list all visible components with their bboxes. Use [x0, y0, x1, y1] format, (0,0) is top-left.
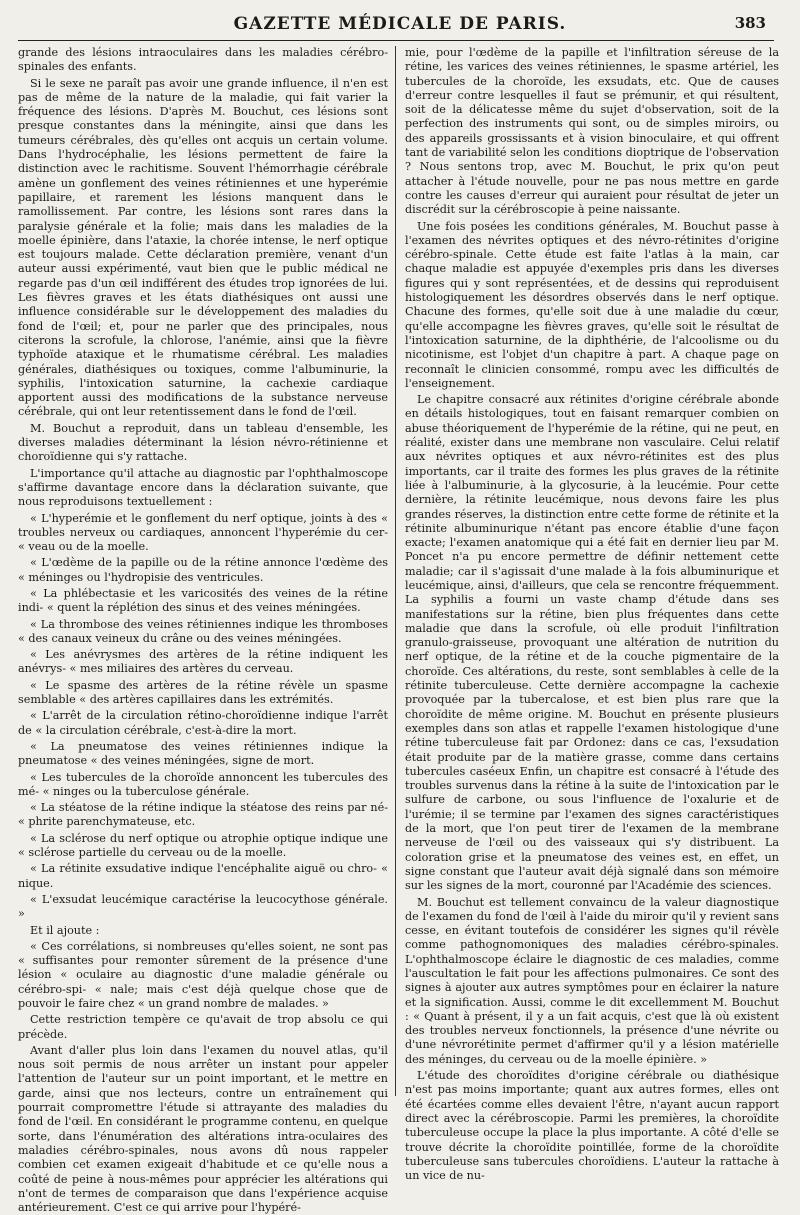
page-number: 383: [734, 14, 766, 32]
paragraph: « La stéatose de la rétine indique la stéatose des reins par né- « phrite parenchymateuse, etc.: [18, 801, 388, 829]
paragraph: L'importance qu'il attache au diagnostic par l'ophthalmoscope s'affirme davantage encore dans la déclaration suivante, que nous reproduisons textuellement :: [18, 466, 388, 509]
right-column: [405, 46, 779, 1183]
paragraph: Si le sexe ne paraît pas avoir une grande influence, il n'en est pas de même de la nature de la maladie, qui fait varier la fréquence des lésions. D'après M. Bouchut, ces lésions sont presque constantes dans la méningite, ainsi que dans les tumeurs cérébrales, dès qu'elles ont acquis un certain volume. Dans l'hydrocéphalie, les lésions permettent de faire la distinction avec le rachitisme. Souvent l'hémorrhagie cérébrale amène un gonflement des veines rétiniennes et une hyperémie papillaire, et rarement les lésions manquent dans le ramollissement. Par contre, les lésions sont rares dans la paralysie générale et la folie; mais dans les maladies de la moelle épinière, dans l'ataxie, la chorée intense, le nerf optique est toujours malade. Cette déclaration première, venant d'un auteur aussi expérimenté, vaut bien que le public médical ne regarde pas d'un œil indifférent des études trop ignorées de lui. Les fièvres graves et les états diathésiques ont aussi une influence considérable sur le développement des maladies du fond de l'œil; et, pour ne parler que des principales, nous citerons la scrofule, la chlorose, l'anémie, ainsi que la fièvre typhoïde ataxique et le rhumatisme cérébral. Les maladies générales, diathésiques ou toxiques, comme l'albuminurie, la syphilis, l'intoxication saturnine, la cachexie cardiaque apportent aussi des modifications de la substance nerveuse cérébrale, qui ont leur retentissement dans le fond de l'œil.: [18, 76, 388, 419]
paragraph: Cette restriction tempère ce qu'avait de trop absolu ce qui précède.: [18, 1013, 388, 1041]
journal-title: GAZETTE MÉDICALE DE PARIS.: [233, 14, 567, 34]
paragraph: « L'hyperémie et le gonflement du nerf optique, joints à des « troubles nerveux ou cardiaques, annoncent l'hyperémie du cer- « veau ou de la moelle.: [18, 511, 388, 554]
paragraph: « L'exsudat leucémique caractérise la leucocythose générale. »: [18, 892, 388, 921]
paragraph: Le chapitre consacré aux rétinites d'origine cérébrale abonde en détails histologiques, tout en faisant remarquer combien on abuse théoriquement de l'hyperémie de la rétine, qui ne peut, en réalité, exister dans une membrane non vasculaire. Celui relatif aux névrites optiques et aux névro-rétinites est des plus importants, car il traite des formes les plus graves de la rétinite liée à l'albuminurie, à la glycosurie, à la leucémie. Pour cette dernière, la rétinite leucémique, nous devons faire les plus grandes réserves, la distinction entre cette forme de rétinite et la rétinite albuminurique n'étant pas encore établie d'une façon exacte; l'examen anatomique qui a été fait en dernier lieu par M. Poncet n'a pu encore permettre de définir nettement cette maladie; car il s'agissait d'une malade à la fois albuminurique et leucémique, ainsi, d'ailleurs, que cela se rencontre fréquemment. La syphilis a fourni un vaste champ d'étude dans ses manifestations sur la rétine, bien plus fréquentes dans cette maladie que dans la scrofule, où elle produit l'infiltration granulo-graisseuse, provoquant une altération de nutrition du nerf optique, de la rétine et de la couche pigmentaire de la choroïde. Ces altérations, du reste, sont semblables à celle de la rétinite tuberculeuse. Cette dernière accompagne la cachexie provoquée par la tubercalose, et est bien plus rare que la choroïdite de même origine. M. Bouchut en présente plusieurs exemples dans son atlas et rappelle l'examen histologique d'une rétine tuberculeuse fait par Ordonez: dans ce cas, l'exsudation était produite par de la matière grasse, comme dans certains tubercules caséeux Enfin, un chapitre est consacré à l'étude des troubles survenus dans la rétine à la suite de l'intoxication par le sulfure de carbone, ou sous l'influence de l'oxalurie et de l'urémie; il se termine par l'examen des signes caractéristiques de la mort, que l'on peut tirer de l'examen de la membrane nerveuse de l'œil ou des vaisseaux qui s'y distribuent. La coloration grise et la pneumatose des veines est, en effet, un signe constant que l'auteur avait déjà signalé dans son mémoire sur les signes de la mort, couronné par l'Académie des sciences.: [405, 393, 779, 893]
column-divider: [395, 46, 396, 1096]
paragraph: Et il ajoute :: [30, 923, 100, 937]
header-rule: [18, 40, 774, 41]
paragraph: « L'arrêt de la circulation rétino-choroïdienne indique l'arrêt de « la circulation cérébrale, c'est-à-dire la mort.: [18, 709, 388, 737]
paragraph: « Les anévrysmes des artères de la rétine indiquent les anévrys- « mes miliaires des artères du cerveau.: [18, 648, 388, 676]
paragraph: « Ces corrélations, si nombreuses qu'elles soient, ne sont pas « suffisantes pour remonter sûrement de la présence d'une lésion « oculaire au diagnostic d'une maladie générale ou cérébro-spi- « nale; mais c'est déjà quelque chose que de pouvoir le faire chez « un grand nombre de malades. »: [18, 939, 388, 1010]
paragraph: M. Bouchut a reproduit, dans un tableau d'ensemble, les diverses maladies déterminant la lésion névro-rétinienne et choroïdienne qui s'y rattache.: [18, 421, 388, 464]
paragraph: « La thrombose des veines rétiniennes indique les thromboses « des canaux veineux du crâne ou des veines méningées.: [18, 617, 388, 645]
paragraph: M. Bouchut est tellement convaincu de la valeur diagnostique de l'examen du fond de l'œil à l'aide du miroir qu'il y revient sans cesse, en évitant toutefois de considérer les signes qu'il révèle comme pathognomoniques des maladies cérébro-spinales. L'ophthalmoscope éclaire le diagnostic de ces maladies, comme l'auscultation le fait pour les affections pulmonaires. Ce sont des signes à ajouter aux autres symptômes pour en éclairer la nature et la signification. Aussi, comme le dit excellemment M. Bouchut : « Quant à présent, il y a un fait acquis, c'est que là où existent des troubles nerveux fonctionnels, la présence d'une névrite ou d'une névrorétinite permet d'affirmer qu'il y a lésion matérielle des méninges, du cerveau ou de la moelle épinière. »: [405, 895, 779, 1066]
paragraph: mie, pour l'œdème de la papille et l'infiltration séreuse de la rétine, les varices des veines rétiniennes, le spasme artériel, les tubercules de la choroïde, les exsudats, etc. Que de causes d'erreur contre lesquelles il faut se prémunir, et qui résultent, soit de la délicatesse même du sujet d'observation, soit de la perfection des instruments qui sont, ou de simples miroirs, ou des appareils grossissants et à vision binoculaire, et qui offrent tant de variabilité selon les conditions dioptrique de l'observation ? Nous sentons trop, avec M. Bouchut, le prix qu'on peut attacher à l'étude nouvelle, pour ne pas nous mettre en garde contre les causes d'erreur qui auraient pour résultat de jeter un discrédit sur la cérébroscopie à peine naissante.: [405, 46, 779, 217]
paragraph: « L'œdème de la papille ou de la rétine annonce l'œdème des « méninges ou l'hydropisie des ventricules.: [18, 556, 388, 584]
paragraph: « La sclérose du nerf optique ou atrophie optique indique une « sclérose partielle du cerveau ou de la moelle.: [18, 831, 388, 860]
page-header: [0, 14, 800, 38]
paragraph: « Les tubercules de la choroïde annoncent les tubercules des mé- « ninges ou la tuberculose générale.: [18, 770, 388, 798]
paragraph: Avant d'aller plus loin dans l'examen du nouvel atlas, qu'il nous soit permis de nous arrêter un instant pour appeler l'attention de l'auteur sur un point important, et le mettre en garde, ainsi que nos lecteurs, contre un entraînement qui pourrait compromettre l'étude si attrayante des maladies du fond de l'œil. En considérant le programme contenu, en quelque sorte, dans l'énumération des altérations intra-oculaires des maladies cérébro-spinales, nous avons dû nous rappeler combien cet examen exigeait d'habitude et ce qu'elle nous a coûté de peine à nous-mêmes pour apprécier les altérations qui n'ont de termes de comparaison que dans l'expérience acquise antérieurement. C'est ce qui arrive pour l'hypéré-: [18, 1043, 388, 1215]
left-column: [18, 46, 388, 1215]
paragraph: grande des lésions intraoculaires dans les maladies cérébro-spinales des enfants.: [18, 46, 388, 74]
paragraph: « Le spasme des artères de la rétine révèle un spasme semblable « des artères capillaires dans les extrémités.: [18, 678, 388, 707]
paragraph: « La pneumatose des veines rétiniennes indique la pneumatose « des veines méningées, signe de mort.: [18, 739, 388, 768]
paragraph: Une fois posées les conditions générales, M. Bouchut passe à l'examen des névrites optiques et des névro-rétinites d'origine cérébro-spinale. Cette étude est faite l'atlas à la main, car chaque maladie est appuyée d'exemples pris dans les diverses figures qui y sont représentées, et de dessins qui reproduisent histologiquement les désordres observés dans le nerf optique. Chacune des formes, qu'elle soit due à une maladie du cœur, qu'elle accompagne les fièvres graves, qu'elle soit le résultat de l'intoxication saturnine, de la diphthérie, de l'alcoolisme ou du nicotinisme, est l'objet d'un chapitre à part. A chaque page on reconnaît le clinicien consommé, rompu avec les difficultés de l'enseignement.: [405, 219, 779, 390]
paragraph: L'étude des choroïdites d'origine cérébrale ou diathésique n'est pas moins importante; quant aux autres formes, elles ont été écartées comme elles devaient l'être, n'ayant aucun rapport direct avec la cérébroscopie. Parmi les premières, la choroïdite tuberculeuse occupe la place la plus importante. A côté d'elle se trouve décrite la choroïdite pointillée, forme de la choroïdite tuberculeuse sans tubercules choroïdiens. L'auteur la rattache à un vice de nu-: [405, 1069, 779, 1183]
paragraph: « La phlébectasie et les varicosités des veines de la rétine indi- « quent la réplétion des sinus et des veines méningées.: [18, 586, 388, 615]
paragraph: « La rétinite exsudative indique l'encéphalite aiguë ou chro- « nique.: [18, 862, 388, 890]
